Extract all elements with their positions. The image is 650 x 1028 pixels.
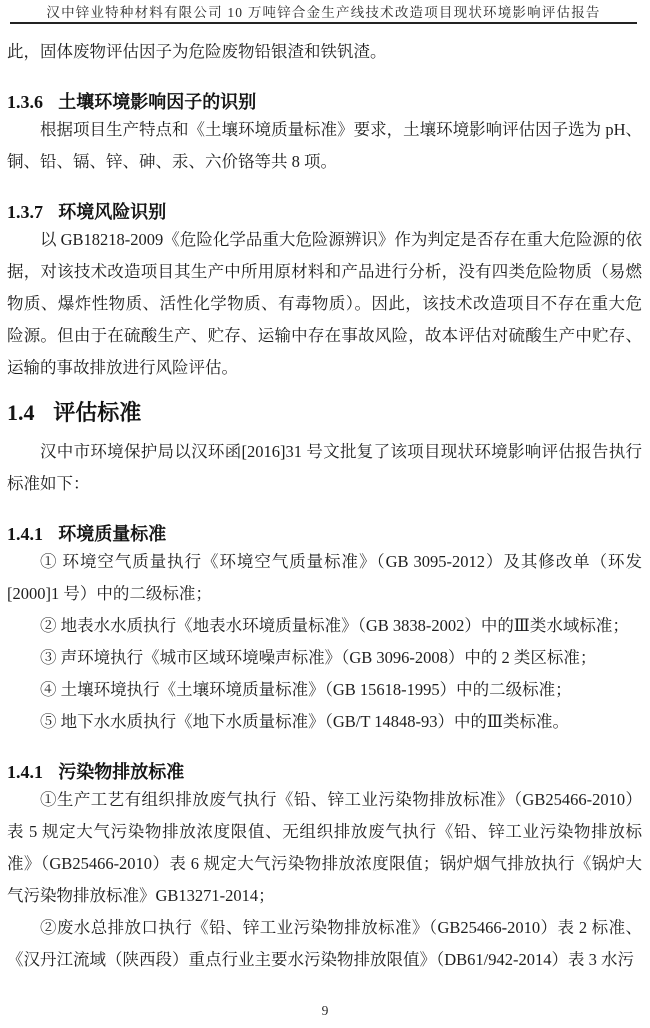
section-heading-soil-impact-factors — [7, 90, 642, 114]
heading-title: 环境风险识别 — [58, 202, 167, 222]
heading-title: 污染物排放标准 — [58, 762, 185, 782]
heading-number: 1.4.1 — [7, 524, 43, 544]
section-heading-environmental-quality-standards — [7, 522, 642, 546]
list-item-groundwater: ⑤ 地下水水质执行《地下水质量标准》（GB/T 14848-93）中的Ⅲ类标准。 — [40, 712, 569, 731]
section-heading-environmental-risk — [7, 200, 642, 224]
list-item-air-quality: ① 环境空气质量执行《环境空气质量标准》（GB 3095-2012）及其修改单（环发[2000]1 号）中的二级标准； — [7, 552, 642, 603]
paragraph-waste-water: ②废水总排放口执行《铅、锌工业污染物排放标准》（GB25466-2010）表 2 标准、《汉丹江流域（陕西段）重点行业主要水污染物排放限值》（DB61/942-2014）表 3 水污 — [7, 918, 642, 969]
list-item-soil: ④ 土壤环境执行《土壤环境质量标准》（GB 15618-1995）中的二级标准； — [40, 680, 572, 699]
paragraph: 根据项目生产特点和《土壤环境质量标准》要求，土壤环境影响评估因子选为 pH、铜、铅、镉、锌、砷、汞、六价铬等共 8 项。 — [7, 120, 642, 171]
paragraph-waste-gas: ①生产工艺有组织排放废气执行《铅、锌工业污染物排放标准》（GB25466-2010）表 5 规定大气污染物排放浓度限值、无组织排放废气执行《铅、锌工业污染物排放标准》（GB25466-2010）表 6 规定大气污染物排放浓度限值；锅炉烟气排放执行《锅炉大气污染物排放标准》GB13271-2014； — [7, 790, 642, 905]
heading-title: 环境质量标准 — [58, 524, 167, 544]
paragraph: 以 GB18218-2009《危险化学品重大危险源辨识》作为判定是否存在重大危险源的依据，对该技术改造项目其生产中所用原材料和产品进行分析，没有四类危险物质（易燃物质、爆炸性物质、活性化学物质、有毒物质）。因此，该技术改造项目不存在重大危险源。但由于在硫酸生产、贮存、运输中存在事故风险，故本评估对硫酸生产中贮存、运输的事故排放进行风险评估。 — [7, 230, 642, 377]
heading-title: 评估标准 — [53, 400, 142, 425]
heading-number: 1.3.7 — [7, 202, 43, 222]
list-item-noise: ③ 声环境执行《城市区域环境噪声标准》（GB 3096-2008）中的 2 类区标准； — [40, 648, 597, 667]
section-heading-pollutant-discharge-standards — [7, 760, 642, 784]
running-title: 汉中锌业特种材料有限公司 10 万吨锌合金生产线技术改造项目现状环境影响评估报告 — [46, 5, 601, 20]
page-number: 9 — [321, 1003, 329, 1018]
heading-number: 1.4.1 — [7, 762, 43, 782]
list-item-surface-water: ② 地表水水质执行《地表水环境质量标准》（GB 3838-2002）中的Ⅲ类水域标准； — [40, 616, 629, 635]
page-footer — [0, 1002, 650, 1020]
section-heading-assessment-standards — [7, 398, 642, 428]
heading-number: 1.3.6 — [7, 92, 43, 112]
heading-title: 土壤环境影响因子的识别 — [58, 92, 257, 112]
page-header — [10, 6, 637, 24]
page-content — [7, 24, 642, 976]
paragraph: 汉中市环境保护局以汉环函[2016]31 号文批复了该项目现状环境影响评估报告执行标准如下： — [7, 442, 642, 493]
paragraph-continuation: 此，固体废物评估因子为危险废物铅银渣和铁钒渣。 — [7, 42, 387, 61]
heading-number: 1.4 — [7, 400, 35, 425]
